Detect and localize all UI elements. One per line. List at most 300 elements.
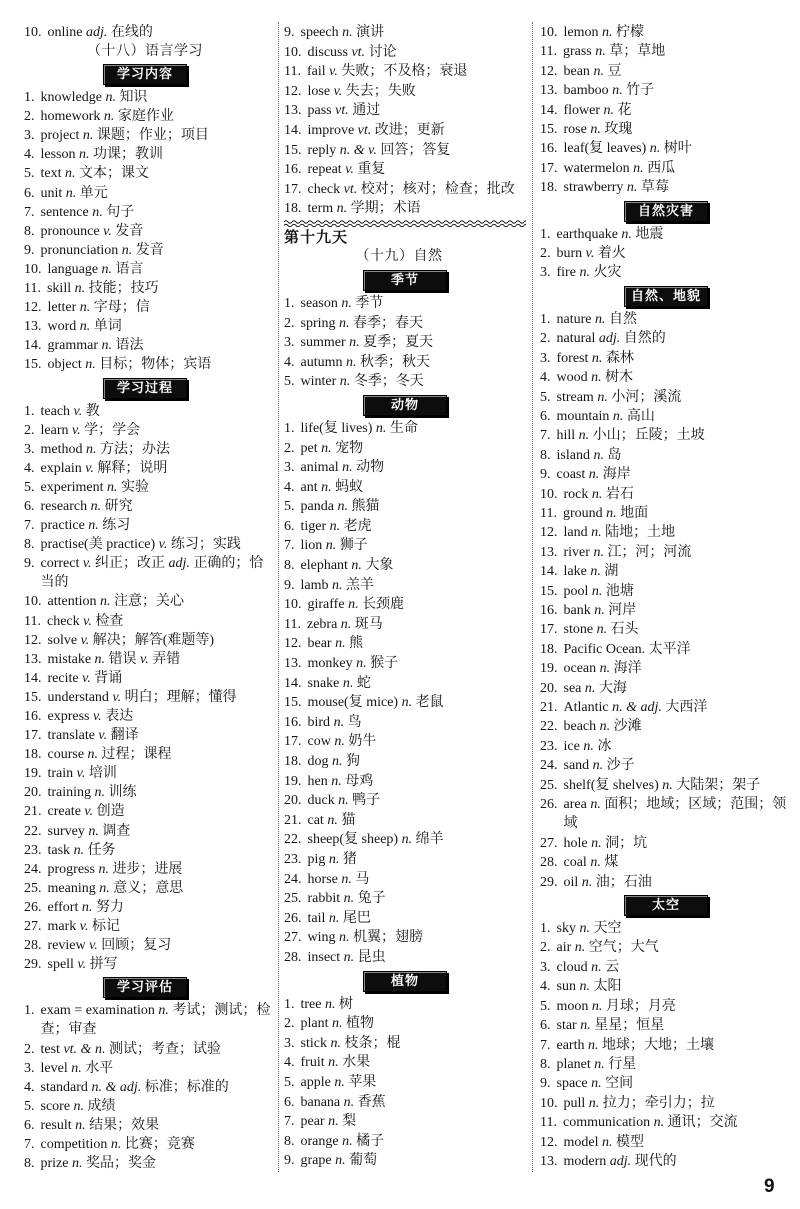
entry-part-of-speech: n. (92, 204, 103, 220)
vocab-entry (284, 693, 526, 713)
entry-text (41, 126, 275, 145)
entry-text (557, 1036, 793, 1055)
vocab-entry (24, 1040, 274, 1059)
entry-text (301, 536, 527, 556)
entry-number: 10. (540, 486, 558, 502)
entry-text (301, 576, 527, 596)
entry-text (41, 1059, 275, 1078)
entry-meaning: 斑马 (354, 616, 383, 632)
entry-number: 11. (540, 1115, 557, 1131)
entry-part-of-speech: n. (339, 374, 351, 390)
entry-number: 25. (284, 891, 302, 907)
entry-word: sentence (40, 204, 89, 220)
entry-meaning: 奖品；奖金 (85, 1156, 156, 1172)
entry-meaning: 海洋 (613, 661, 642, 677)
entry-number: 11. (24, 281, 41, 297)
entry-word: mountain (556, 408, 610, 424)
entry-meaning: 正确的；恰当的 (40, 556, 264, 591)
vocab-entry (24, 279, 274, 298)
entry-part-of-speech: n. (328, 851, 340, 867)
entry-word: text (40, 166, 62, 182)
entry-text (41, 145, 275, 164)
entry-text (301, 23, 527, 43)
vocab-entry (540, 62, 792, 81)
entry-text (557, 329, 793, 348)
entry-part-of-speech: n. & adj. (91, 1079, 142, 1095)
vocab-entry (24, 726, 274, 745)
entry-text (41, 241, 275, 260)
entry-part-of-speech: n. (348, 597, 359, 613)
entry-meaning: 失去；失败 (345, 83, 416, 99)
entry-number: 3. (540, 265, 551, 281)
entry-part-of-speech: n. (321, 479, 332, 495)
entry-text (48, 317, 275, 336)
vocab-entry (24, 459, 274, 478)
entry-word: progress (47, 861, 95, 877)
entry-part-of-speech: n. (343, 891, 355, 907)
entry-word: stream (556, 389, 594, 405)
entry-word: meaning (47, 880, 96, 896)
entry-text (41, 88, 275, 107)
entry-meaning: 小山；丘陵；土坡 (592, 428, 705, 444)
entry-number: 8. (540, 1056, 551, 1072)
entry-part-of-speech: n. (325, 538, 337, 554)
entry-meaning: 练习 (102, 518, 131, 534)
entry-number: 2. (540, 940, 551, 956)
entry-meaning: 沙滩 (613, 719, 642, 735)
entry-word: lose (307, 83, 331, 99)
entry-word: pet (300, 440, 318, 456)
entry-part-of-speech: n. (324, 996, 336, 1012)
entry-word: fail (306, 64, 326, 80)
entry-text (301, 1014, 527, 1034)
entry-meaning: 蛇 (356, 675, 371, 691)
vocab-entry (540, 1152, 792, 1171)
vocab-entry (540, 42, 792, 61)
entry-number: 14. (284, 675, 302, 691)
section-banner (24, 974, 274, 1001)
entry-text (563, 1113, 792, 1132)
vocab-entry (284, 141, 526, 161)
entry-text (564, 698, 793, 717)
section-banner (284, 392, 526, 419)
vocab-entry (24, 355, 274, 374)
entry-part-of-speech: v. (333, 83, 343, 99)
entry-part-of-speech: n. (593, 63, 604, 79)
entry-word: term (307, 201, 334, 217)
vocab-entry (24, 822, 274, 841)
entry-meaning: 沙子 (606, 758, 635, 774)
entry-meaning: 水果 (342, 1055, 371, 1071)
entry-word: letter (47, 300, 77, 316)
entry-word: rabbit (307, 891, 341, 907)
entry-meaning: 春季；春天 (353, 315, 423, 331)
entry-meaning: 煤 (604, 855, 619, 871)
entry-meaning: 柠檬 (616, 25, 644, 40)
entry-word: shelf(复 shelves) (563, 777, 659, 793)
vocab-entry (540, 244, 792, 263)
entry-meaning: 背诵 (94, 670, 123, 686)
entry-number: 1. (284, 420, 295, 436)
entry-meaning: 油；石油 (595, 874, 652, 890)
day-title: 第十九天 (284, 227, 349, 246)
entry-word: cloud (556, 959, 588, 975)
entry-meaning: 努力 (95, 899, 124, 915)
entry-text (41, 478, 275, 497)
entry-text (557, 446, 793, 465)
section-banner (540, 892, 792, 919)
entry-number: 27. (540, 835, 558, 851)
entry-word: reply (307, 142, 337, 158)
entry-meaning: 草；草地 (609, 44, 666, 60)
entry-part-of-speech: n. (99, 880, 110, 896)
entry-text (301, 1034, 527, 1054)
vocab-entry (24, 879, 274, 898)
entry-number: 16. (24, 709, 42, 724)
vocab-entry (540, 329, 792, 348)
vocab-entry (540, 1055, 792, 1074)
entry-word: skill (46, 281, 72, 297)
vocab-entry (24, 126, 274, 145)
entry-text (41, 184, 275, 203)
entry-text (557, 938, 793, 957)
entry-number: 26. (24, 899, 42, 915)
entry-number: 5. (24, 166, 35, 182)
vocab-entry (284, 419, 526, 439)
entry-meaning: 纠正；改正 (95, 556, 166, 572)
vocab-entry (540, 698, 792, 717)
vocab-entry (540, 543, 792, 562)
entry-number: 1. (24, 403, 35, 419)
entry-number: 8. (540, 447, 551, 463)
entry-meaning: 水平 (85, 1060, 114, 1076)
vocab-entry (284, 654, 526, 674)
entry-meaning: 兔子 (357, 891, 386, 907)
entry-word: autumn (300, 354, 343, 370)
entry-text (308, 141, 527, 161)
entry-text (47, 279, 274, 298)
vocab-entry (540, 679, 792, 698)
entry-text (48, 592, 275, 611)
entry-word: improve (307, 122, 355, 138)
vocab-entry (24, 1154, 274, 1173)
entry-part-of-speech: n. (591, 1076, 602, 1092)
entry-word: standard (40, 1079, 88, 1095)
entry-meaning: 岛 (607, 447, 622, 463)
entry-text (564, 178, 793, 197)
entry-meaning: 海岸 (602, 467, 631, 483)
entry-text (48, 260, 275, 279)
entry-meaning: 湖 (604, 564, 619, 580)
entry-part-of-speech: v. (76, 766, 86, 782)
entry-meaning: 狗 (346, 754, 360, 769)
entry-number: 7. (284, 1114, 295, 1130)
entry-word: task (47, 842, 71, 858)
vocab-entry (540, 977, 792, 996)
entry-part-of-speech: n. (321, 440, 332, 456)
entry-meaning: 太阳 (593, 979, 622, 995)
entry-meaning: 错误 (108, 651, 137, 667)
vocab-entry (284, 478, 526, 498)
entry-part-of-speech: n. (88, 518, 99, 534)
entry-number: 13. (284, 656, 302, 672)
entry-text (48, 298, 275, 317)
entry-number: 1. (540, 311, 551, 327)
column-1 (24, 23, 274, 1173)
entry-meaning: 母鸡 (345, 773, 374, 789)
entry-part-of-speech: v. (82, 670, 91, 686)
vocab-entry (540, 562, 792, 581)
entry-word: lemon (563, 25, 599, 40)
entry-text (563, 504, 792, 523)
entry-word: watermelon (563, 160, 630, 176)
entry-meaning: 奶牛 (348, 734, 377, 750)
entry-number: 4. (24, 460, 35, 476)
entry-text (557, 919, 793, 938)
entry-text (308, 948, 527, 968)
vocab-entry (284, 791, 526, 811)
entry-meaning: 讨论 (368, 44, 397, 60)
vocab-entry (540, 1074, 792, 1093)
entry-part-of-speech: n. (121, 242, 133, 258)
entry-part-of-speech: vt. (357, 122, 372, 138)
entry-meaning: 语法 (115, 338, 144, 354)
entry-meaning: 现代的 (634, 1153, 677, 1169)
vocab-entry (540, 263, 792, 282)
vocab-entry (284, 23, 526, 43)
entry-text (48, 764, 275, 783)
entry-word: speech (300, 25, 339, 40)
entry-text (564, 485, 793, 504)
entry-word: competition (40, 1136, 108, 1152)
vocab-entry (540, 997, 792, 1016)
vocab-entry (284, 180, 526, 200)
entry-part-of-speech: n. (343, 949, 355, 965)
entry-text (301, 478, 527, 498)
entry-word: check (307, 181, 341, 197)
section-heading: （十八）语言学习 (87, 44, 203, 60)
entry-word: leaf(复 leaves) (563, 141, 647, 157)
entry-text (564, 737, 793, 756)
entry-meaning: 练习；实践 (170, 537, 241, 553)
entry-part-of-speech: n. (65, 185, 77, 201)
vocab-entry (540, 310, 792, 329)
entry-part-of-speech: adj. (598, 331, 621, 347)
entry-word: winter (300, 374, 337, 390)
entry-part-of-speech: n. (599, 661, 611, 677)
entry-number: 27. (284, 930, 302, 946)
entry-word: express (47, 709, 90, 724)
entry-meaning: 葡萄 (349, 1153, 378, 1169)
entry-part-of-speech: n. (71, 1060, 82, 1076)
vocab-entry (540, 873, 792, 892)
section-banner-label: 动物 (363, 395, 447, 416)
section-banner-label: 学习内容 (103, 64, 187, 85)
vocab-entry (24, 1097, 274, 1116)
entry-word: pass (307, 103, 332, 119)
entry-word: fire (556, 265, 576, 281)
entry-text (301, 1132, 527, 1152)
entry-number: 4. (284, 354, 295, 370)
entry-word: natural (556, 331, 596, 347)
entry-number: 9. (540, 1076, 551, 1092)
entry-meaning: 空间 (605, 1076, 634, 1092)
entry-number: 11. (284, 616, 301, 632)
entry-number: 8. (24, 537, 35, 553)
column-2 (284, 23, 526, 1171)
entry-part-of-speech: n. (73, 1098, 85, 1114)
entry-meaning: 鸭子 (352, 793, 381, 809)
entry-text (308, 850, 527, 870)
entry-word: star (556, 1018, 577, 1034)
entry-number: 10. (24, 594, 42, 610)
entry-number: 18. (24, 747, 42, 763)
vocab-entry (284, 160, 526, 180)
entry-text (41, 1135, 275, 1154)
entry-meaning: 意义；意思 (113, 880, 184, 896)
entry-number: 2. (284, 1016, 295, 1032)
vocab-entry (540, 504, 792, 523)
vocab-entry (24, 841, 274, 860)
entry-meaning: 老虎 (343, 518, 372, 534)
entry-meaning: 季节 (355, 295, 384, 311)
entry-word: practice (40, 518, 85, 534)
entry-text (564, 81, 793, 100)
vocab-entry (284, 372, 526, 392)
entry-number: 23. (540, 738, 558, 754)
section-banner-label: 学习过程 (103, 378, 187, 399)
entry-part-of-speech: n. (100, 594, 111, 610)
vocab-entry (540, 795, 792, 834)
entry-word: coal (563, 855, 587, 871)
entry-number: 19. (284, 773, 302, 789)
entry-text (564, 1152, 793, 1171)
entry-part-of-speech: v. (89, 938, 98, 954)
entry-part-of-speech: n. (79, 319, 91, 335)
entry-number: 13. (284, 103, 302, 119)
entry-word: island (556, 447, 590, 463)
vocab-entry (24, 107, 274, 126)
entry-text (41, 222, 275, 241)
vocab-entry (24, 612, 274, 631)
entry-word: cow (307, 734, 331, 750)
entry-word: snake (307, 675, 340, 691)
entry-number: 5. (540, 389, 551, 405)
vocab-entry (284, 811, 526, 831)
vocab-entry (284, 101, 526, 121)
entry-text (564, 120, 793, 139)
entry-word: modern (563, 1153, 607, 1169)
entry-text (301, 517, 527, 537)
vocab-entry (24, 1078, 274, 1097)
entry-word: rock (563, 486, 589, 502)
entry-number: 17. (540, 622, 558, 638)
entry-part-of-speech: v. (71, 422, 81, 438)
vocab-entry (284, 439, 526, 459)
entry-number: 26. (540, 797, 558, 813)
entry-meaning: 结果；效果 (89, 1117, 160, 1133)
entry-number: 6. (24, 1117, 35, 1133)
entry-part-of-speech: n. (591, 959, 602, 975)
entry-meaning: 江；河；河流 (607, 544, 692, 560)
entry-part-of-speech: n. (342, 675, 354, 691)
vocab-entry (24, 802, 274, 821)
vocab-entry (284, 1132, 526, 1152)
entry-text (564, 562, 793, 581)
entry-number: 24. (540, 758, 558, 774)
entry-word: forest (556, 350, 589, 366)
vocab-entry (24, 955, 274, 974)
entry-part-of-speech: n. (328, 1055, 339, 1071)
entry-number: 11. (24, 613, 41, 629)
vocab-entry (284, 889, 526, 909)
entry-meaning: 研究 (104, 498, 133, 514)
entry-meaning: 石头 (610, 622, 639, 638)
entry-text (308, 199, 527, 219)
entry-word: stick (300, 1035, 327, 1051)
entry-part-of-speech: n. (101, 261, 113, 277)
entry-text (48, 726, 275, 745)
entry-number: 6. (24, 498, 35, 514)
entry-meaning: 家庭作业 (117, 109, 174, 125)
entry-text (48, 841, 275, 860)
entry-text (307, 615, 526, 635)
vocab-entry (284, 497, 526, 517)
entry-word: monkey (307, 656, 353, 672)
section-banner-label: 自然灾害 (624, 201, 708, 222)
entry-text (557, 465, 793, 484)
section-banner (284, 968, 526, 995)
entry-text (563, 42, 792, 61)
entry-word: pronunciation (40, 242, 119, 258)
vocab-entry (284, 199, 526, 219)
entry-part-of-speech: n. (346, 354, 357, 370)
entry-word: apple (300, 1074, 331, 1090)
entry-number: 10. (284, 597, 302, 613)
vocab-entry (540, 853, 792, 872)
entry-word: score (40, 1098, 71, 1114)
entry-text (557, 388, 793, 407)
entry-word: check (46, 613, 80, 629)
entry-meaning: 学期；术语 (350, 201, 421, 217)
entry-part-of-speech: n. (342, 460, 353, 476)
vocab-entry (284, 713, 526, 733)
entry-text (48, 879, 275, 898)
entry-text (564, 873, 793, 892)
entry-meaning: 空气；大气 (588, 940, 659, 956)
entry-part-of-speech: n. (88, 823, 99, 839)
entry-meaning: 测试；考查；试验 (108, 1041, 221, 1057)
entry-text (48, 631, 275, 650)
vocab-entry (540, 737, 792, 756)
vocab-entry (540, 523, 792, 542)
entry-number: 18. (540, 641, 558, 657)
entry-number: 7. (540, 428, 551, 444)
entry-word: solve (47, 632, 78, 648)
entry-meaning: 考试；测试；检查；审查 (40, 1003, 271, 1038)
entry-meaning: 夏季；夏天 (363, 335, 434, 351)
entry-text (564, 620, 793, 639)
entry-word: river (563, 544, 590, 560)
entry-text (301, 333, 527, 353)
entry-meaning: 失败；不及格；衰退 (341, 64, 468, 80)
entry-number: 18. (284, 754, 302, 769)
entry-number: 9. (284, 1153, 295, 1169)
entry-part-of-speech: n. (335, 636, 346, 652)
entry-part-of-speech: n. (75, 1117, 86, 1133)
entry-number: 10. (540, 1095, 558, 1111)
entry-word: Atlantic (563, 700, 609, 715)
